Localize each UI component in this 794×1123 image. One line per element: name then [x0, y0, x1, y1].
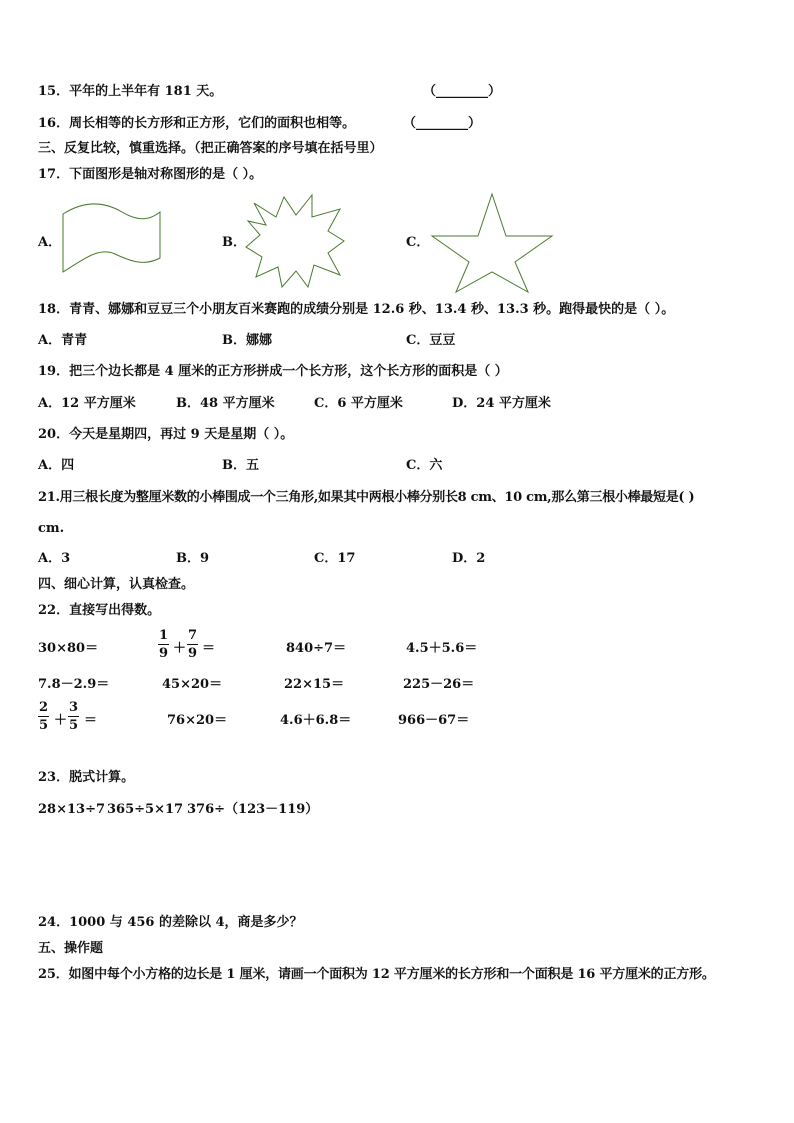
- q25-text: 25．如图中每个小方格的边长是 1 厘米，请画一个面积为 12 平方厘米的长方形和一个面积是 16 平方厘米的正方形。: [38, 967, 715, 982]
- section-4-heading: 四、细心计算，认真检查。: [38, 577, 195, 592]
- q21-option-a[interactable]: A．3: [38, 551, 71, 566]
- q21-text: 21.用三根长度为整厘米数的小棒围成一个三角形,如果其中两根小棒分别长8 cm、10 cm,那么第三根小棒最短是( ): [38, 490, 695, 505]
- calc-item: 76×20＝: [167, 713, 228, 728]
- q20-option-a[interactable]: A．四: [38, 458, 75, 473]
- q17-option-a-label: A．: [38, 235, 62, 250]
- q20-text: 20．今天是星期四，再过 9 天是星期（ ）。: [38, 427, 294, 442]
- q21-text-unit: cm.: [38, 521, 65, 536]
- calc-item: 376÷（123－119）: [187, 802, 319, 817]
- q15-answer-blank[interactable]: （________）: [423, 84, 502, 99]
- q18-option-c[interactable]: C．豆豆: [406, 333, 456, 348]
- calc-item: 4.6＋6.8＝: [280, 713, 352, 728]
- q22-text: 22．直接写出得数。: [38, 603, 161, 618]
- q20-option-c[interactable]: C．六: [406, 458, 443, 473]
- five-point-star-shape[interactable]: [430, 192, 554, 294]
- q19-option-c[interactable]: C．6 平方厘米: [314, 396, 403, 411]
- equals-sign: ＝: [84, 713, 98, 728]
- section-3-heading: 三、反复比较，慎重选择。（把正确答案的序号填在括号里）: [38, 141, 383, 156]
- q18-option-b[interactable]: B．娜娜: [222, 333, 272, 348]
- q17-option-c-label: C．: [406, 235, 430, 250]
- q19-option-a[interactable]: A．12 平方厘米: [38, 396, 136, 411]
- fraction: 1 9: [158, 628, 169, 661]
- calc-item: 7.8－2.9＝: [38, 677, 110, 692]
- section-5-heading: 五、操作题: [38, 941, 104, 956]
- q21-option-d[interactable]: D．2: [452, 551, 486, 566]
- calc-item: 840÷7＝: [286, 641, 347, 656]
- calc-item: 365÷5×17: [107, 802, 184, 817]
- calc-item: 4.5＋5.6＝: [406, 641, 478, 656]
- q23-text: 23．脱式计算。: [38, 770, 135, 785]
- q19-option-d[interactable]: D．24 平方厘米: [452, 396, 551, 411]
- q24-text: 24．1000 与 456 的差除以 4，商是多少？: [38, 915, 303, 930]
- fraction: 2 5: [38, 700, 49, 733]
- q21-option-c[interactable]: C．17: [314, 551, 356, 566]
- calc-item: 28×13÷7: [38, 802, 106, 817]
- q20-option-b[interactable]: B．五: [222, 458, 259, 473]
- q18-option-a[interactable]: A．青青: [38, 333, 88, 348]
- q18-text: 18．青青、娜娜和豆豆三个小朋友百米赛跑的成绩分别是 12.6 秒、13.4 秒、13.3 秒。跑得最快的是（ ）。: [38, 302, 675, 317]
- equals-sign: ＝: [202, 641, 216, 656]
- plus-sign: ＋: [54, 713, 68, 728]
- q16-text: 16．周长相等的长方形和正方形，它们的面积也相等。: [38, 116, 356, 131]
- fraction: 7 9: [187, 628, 198, 661]
- q21-option-b[interactable]: B．9: [176, 551, 210, 566]
- wavy-flag-shape[interactable]: [60, 202, 164, 274]
- q16-answer-blank[interactable]: （________）: [403, 116, 482, 131]
- fraction: 3 5: [68, 700, 79, 733]
- calc-item: 225－26＝: [403, 677, 475, 692]
- q15-text: 15．平年的上半年有 181 天。: [38, 84, 223, 99]
- q19-option-b[interactable]: B．48 平方厘米: [176, 396, 275, 411]
- plus-sign: ＋: [173, 641, 187, 656]
- calc-item: 22×15＝: [284, 677, 345, 692]
- calc-item: 966－67＝: [398, 713, 470, 728]
- q19-text: 19．把三个边长都是 4 厘米的正方形拼成一个长方形，这个长方形的面积是（ ）: [38, 364, 508, 379]
- q17-text: 17．下面图形是轴对称图形的是（ ）。: [38, 167, 263, 182]
- calc-item: 45×20＝: [162, 677, 223, 692]
- q17-option-b-label: B．: [222, 235, 246, 250]
- starburst-shape[interactable]: [244, 195, 348, 287]
- calc-item: 30×80＝: [38, 641, 99, 656]
